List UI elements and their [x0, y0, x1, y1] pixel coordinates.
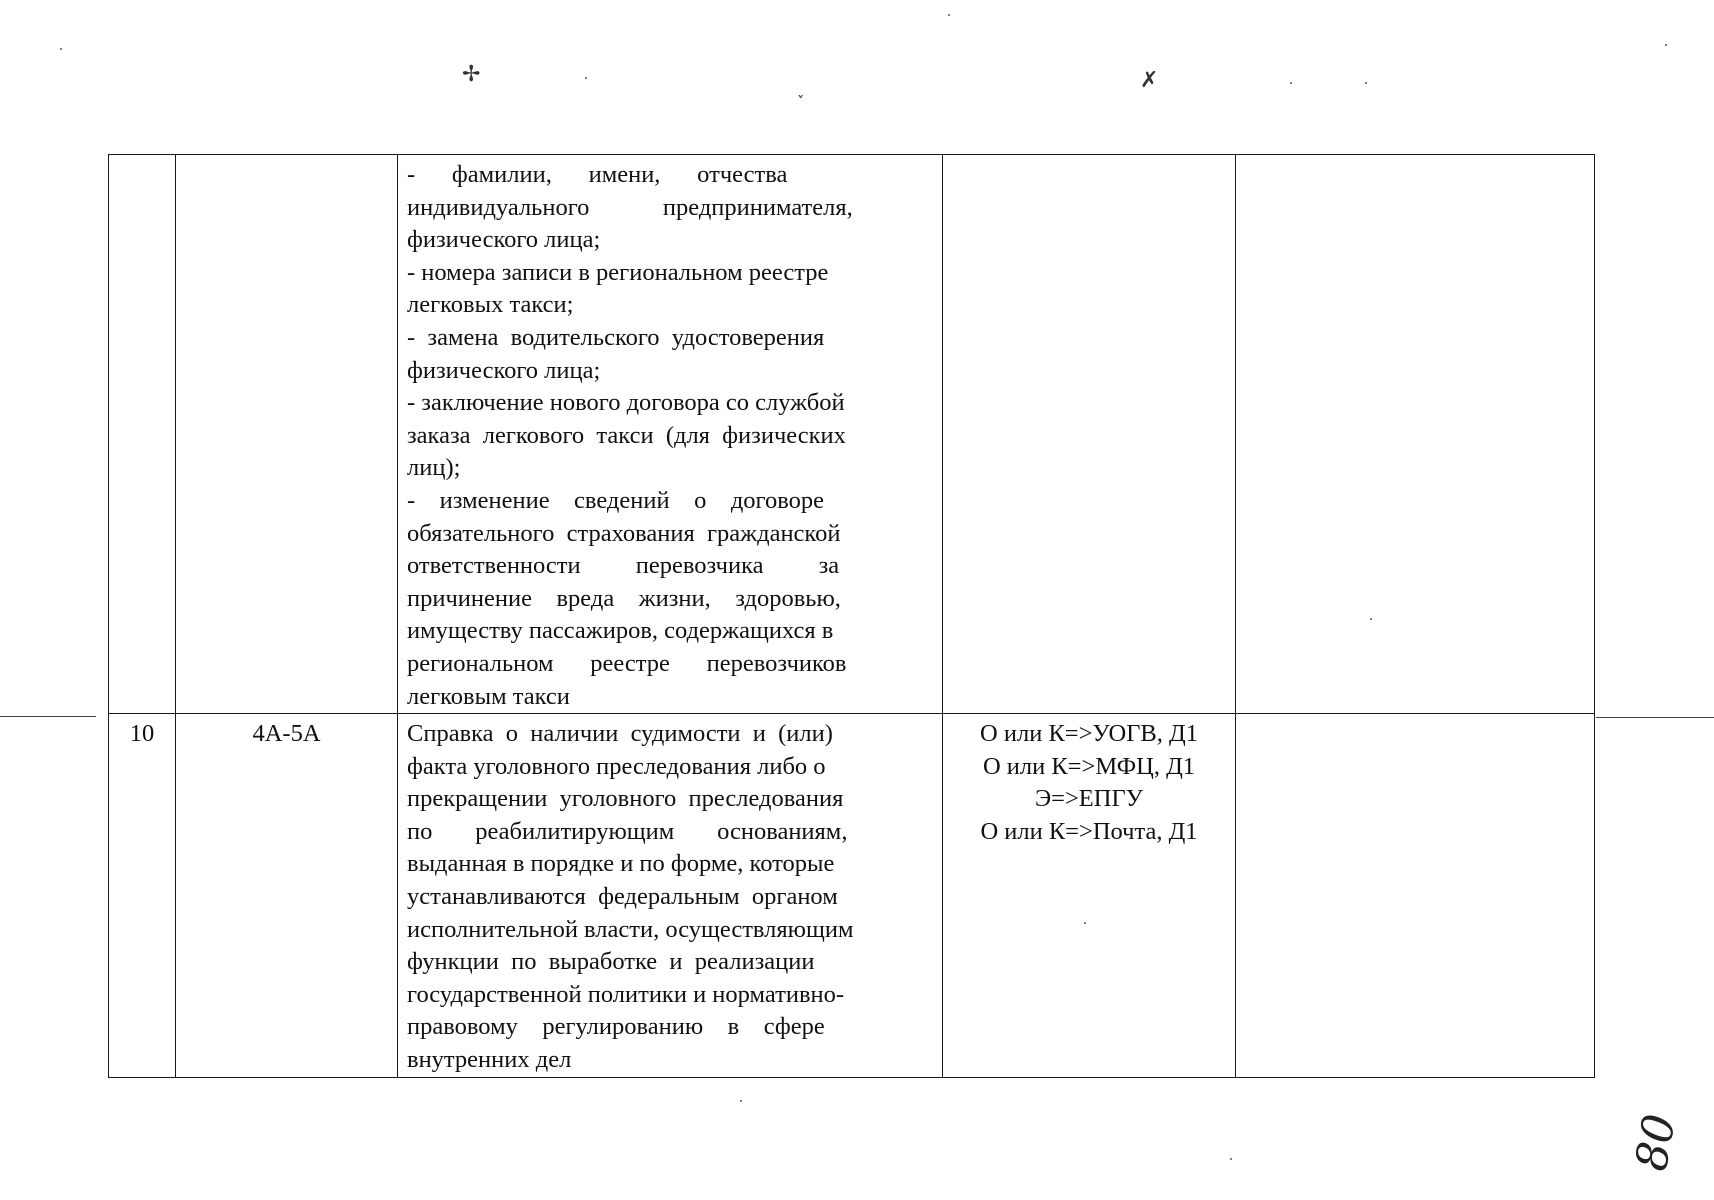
description-line: заказа легкового такси (для физических: [407, 421, 846, 449]
scan-speck: [1230, 1158, 1232, 1160]
document-code-cell: [176, 155, 398, 714]
description-line: - заключение нового договора со службой: [407, 389, 845, 417]
handwritten-page-number: 80: [1626, 1110, 1686, 1175]
description-line: правовому регулированию в сфере: [407, 1013, 825, 1041]
description-cell: [398, 155, 943, 714]
description-line: функции по выработке и реализации: [407, 948, 815, 976]
note-cell: [1236, 714, 1595, 1078]
description-line: исполнительной власти, осуществляющим: [407, 915, 854, 943]
description-line: лиц);: [407, 454, 461, 482]
description-line: устанавливаются федеральным органом: [407, 883, 838, 911]
description-line: по реабилитирующим основаниям,: [407, 817, 848, 845]
description-line: региональном реестре перевозчиков: [407, 649, 847, 677]
description-line: легковым такси: [407, 682, 570, 710]
scan-speck: [585, 77, 587, 79]
scan-mark-icon: ˯: [797, 75, 805, 100]
description-line: - фамилии, имени, отчества: [407, 161, 788, 188]
submission-method-cell: [943, 155, 1236, 714]
description-line: выданная в порядке и по форме, которые: [407, 850, 835, 878]
description-line: причинение вреда жизни, здоровью,: [407, 584, 841, 612]
submission-method-line: Э=>ЕПГУ: [1035, 785, 1143, 813]
scan-edge-line: [1596, 717, 1714, 718]
description-line: обязательного страхования гражданской: [407, 519, 841, 547]
submission-method-cell: [943, 714, 1236, 1078]
description-cell: [398, 714, 943, 1078]
scan-speck: [60, 48, 62, 50]
scan-speck: [1665, 44, 1667, 46]
description-line: прекращении уголовного преследования: [407, 785, 844, 813]
description-line: - замена водительского удостоверения: [407, 323, 825, 351]
scan-edge-line: [0, 716, 96, 717]
scan-speck: [948, 14, 950, 16]
description-line: - изменение сведений о договоре: [407, 486, 825, 514]
scan-speck: [1365, 82, 1367, 84]
description-line: ответственности перевозчика за: [407, 552, 840, 580]
scan-speck: [1290, 82, 1292, 84]
table-row: [109, 155, 1595, 714]
description-line: Справка о наличии судимости и (или): [407, 720, 833, 748]
description-line: физического лица;: [407, 226, 601, 254]
submission-method-line: О или К=>МФЦ, Д1: [982, 752, 1196, 780]
scan-speck: [740, 1100, 742, 1102]
description-line: индивидуального предпринимателя,: [407, 193, 853, 221]
description-line: - номера записи в региональном реестре: [407, 258, 829, 286]
description-line: государственной политики и нормативно-: [407, 980, 845, 1008]
description-line: факта уголовного преследования либо о: [407, 752, 826, 780]
submission-method-line: О или К=>УОГВ, Д1: [980, 720, 1198, 748]
document-table: [108, 154, 1595, 1078]
table-row: [109, 714, 1595, 1078]
submission-method-line: О или К=>Почта, Д1: [980, 817, 1198, 845]
row-number-cell: 10: [109, 714, 176, 1078]
note-cell: [1236, 155, 1595, 714]
description-line: физического лица;: [407, 356, 601, 384]
scan-mark-icon: ✗: [1140, 68, 1159, 93]
description-line: легковых такси;: [407, 291, 574, 319]
row-number-cell: [109, 155, 176, 714]
description-line: имуществу пассажиров, содержащихся в: [407, 617, 834, 645]
scan-mark-icon: ✢: [462, 62, 481, 87]
document-code-cell: 4А-5А: [176, 714, 398, 1078]
description-line: внутренних дел: [407, 1046, 572, 1074]
